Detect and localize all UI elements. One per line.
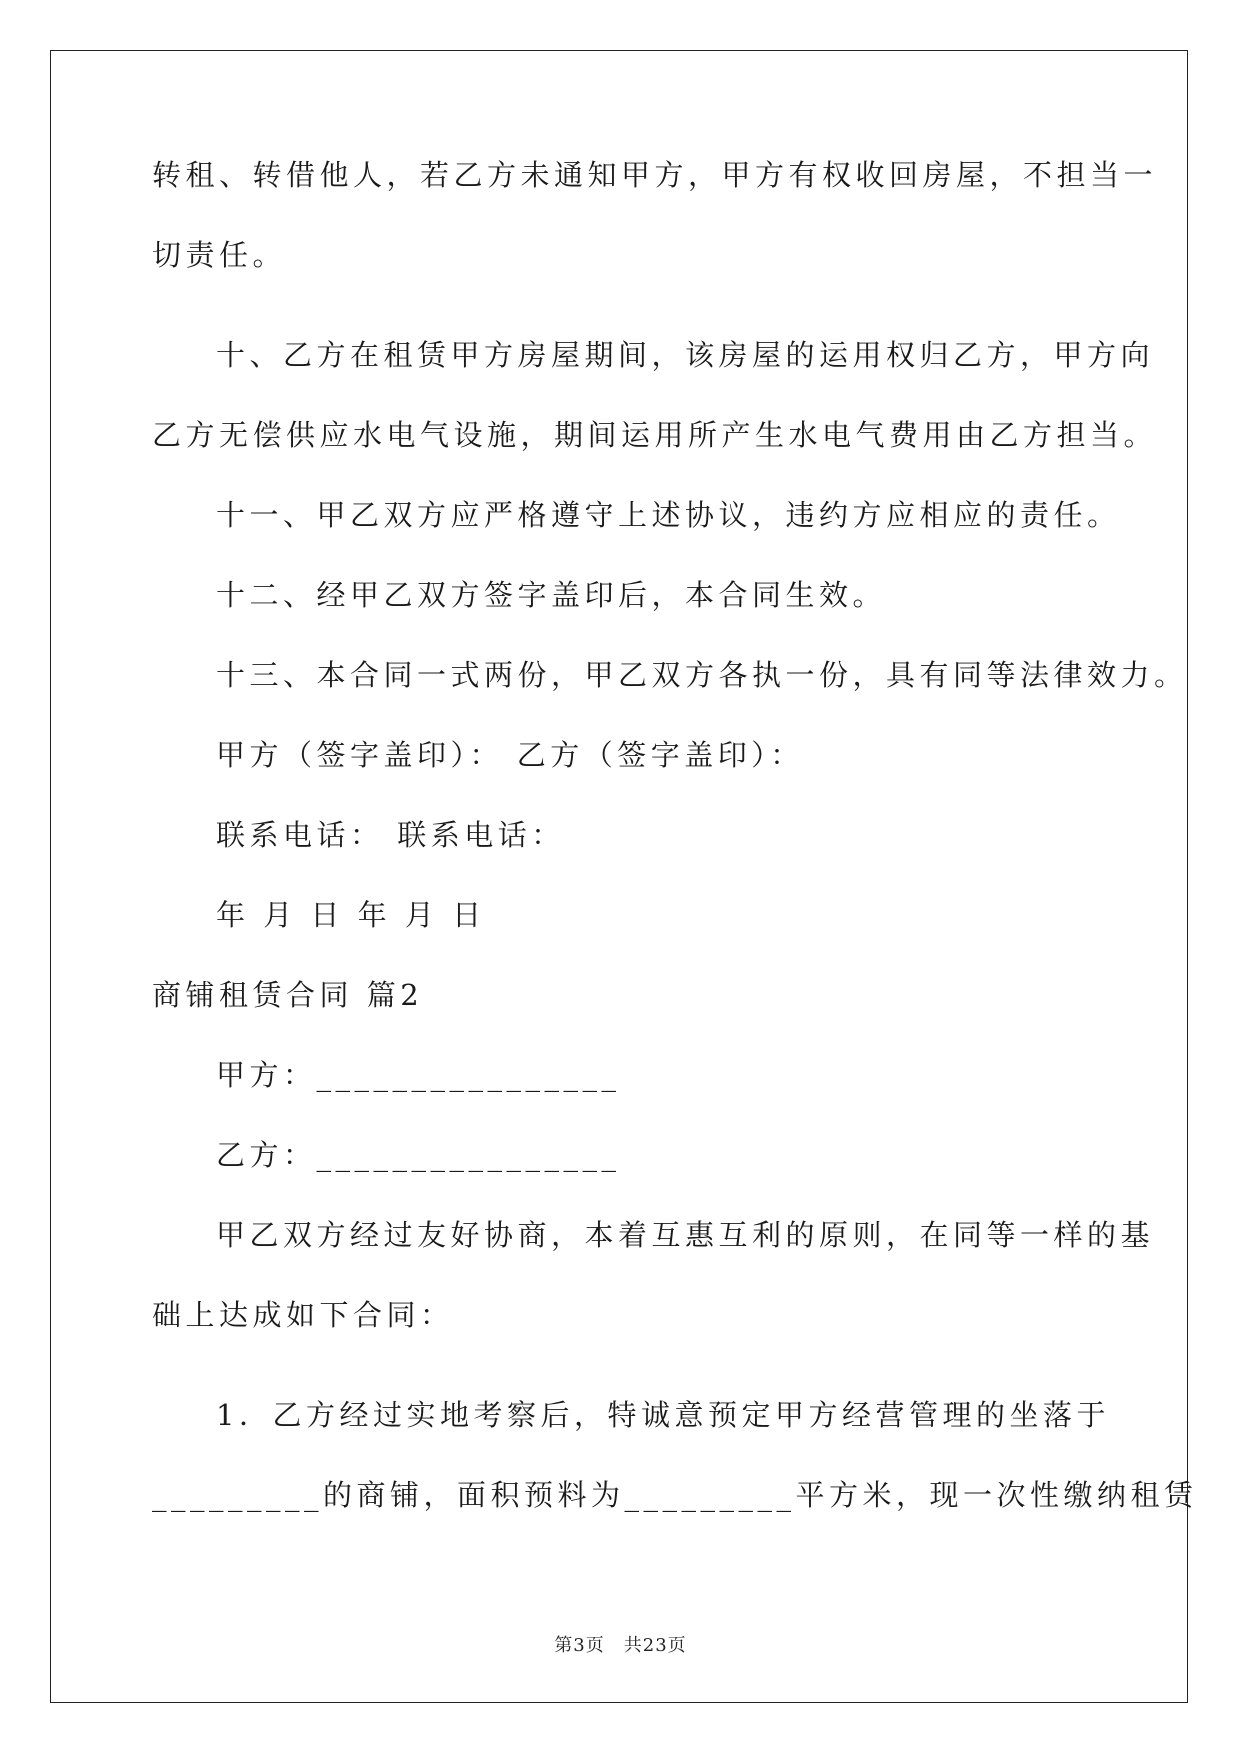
body-line: 切责任。: [152, 238, 287, 272]
body-line: 甲乙双方经过友好协商，本着互惠互利的原则，在同等一样的基: [216, 1218, 1155, 1252]
page-border: [50, 50, 1188, 1703]
clause-10-line: 十、乙方在租赁甲方房屋期间，该房屋的运用权归乙方，甲方向: [216, 338, 1155, 372]
signature-line: 甲方（签字盖印）： 乙方（签字盖印）：: [216, 738, 804, 772]
page-number-footer: 第3页 共23页: [554, 1635, 687, 1656]
clause-13-line: 十三、本合同一式两份，甲乙双方各执一份，具有同等法律效力。: [216, 658, 1188, 692]
clause-1-line: 1．乙方经过实地考察后，特诚意预定甲方经营管理的坐落于: [216, 1398, 1110, 1432]
clause-11-line: 十一、甲乙双方应严格遵守上述协议，违约方应相应的责任。: [216, 498, 1121, 532]
clause-12-line: 十二、经甲乙双方签字盖印后，本合同生效。: [216, 578, 887, 612]
body-line: 转租、转借他人，若乙方未通知甲方，甲方有权收回房屋，不担当一: [152, 158, 1158, 192]
body-line: 础上达成如下合同：: [152, 1298, 454, 1332]
body-line: _________的商铺，面积预料为_________平方米，现一次性缴纳租赁: [152, 1478, 1198, 1512]
body-line: 乙方无偿供应水电气设施，期间运用所产生水电气费用由乙方担当。: [152, 418, 1158, 452]
party-a-line: 甲方：________________: [216, 1058, 621, 1092]
party-b-line: 乙方：________________: [216, 1138, 621, 1172]
section-heading: 商铺租赁合同 篇2: [152, 978, 424, 1012]
contact-phone-line: 联系电话： 联系电话：: [216, 818, 565, 852]
date-line: 年 月 日 年 月 日: [216, 898, 486, 932]
